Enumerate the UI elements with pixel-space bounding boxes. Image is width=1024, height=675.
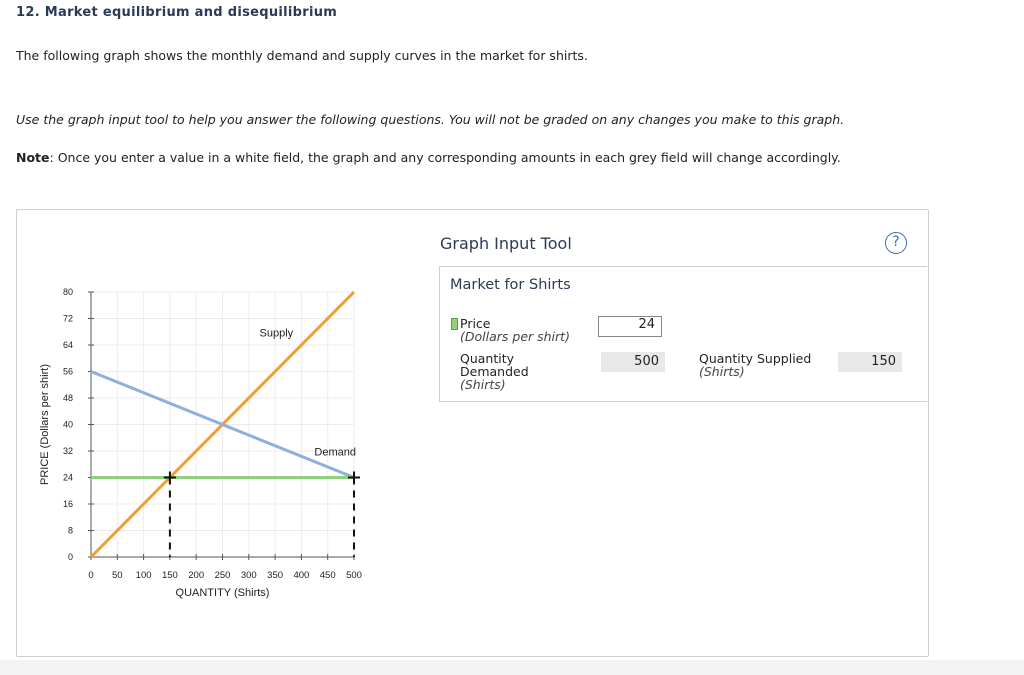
market-title: Market for Shirts (450, 277, 571, 293)
y-tick-label: 64 (62, 340, 73, 350)
x-tick-label: 100 (135, 570, 152, 581)
note-label: Note (16, 150, 50, 165)
x-tick-label: 400 (293, 570, 310, 581)
quantity-supplied-field: 150 (838, 352, 902, 372)
x-tick-label: 200 (188, 570, 205, 581)
qd-label-line1: Quantity (460, 351, 515, 366)
x-tick-label: 250 (214, 570, 231, 581)
x-tick-label: 50 (112, 570, 123, 581)
price-color-swatch-icon (451, 318, 458, 330)
qs-label: Quantity Supplied (699, 351, 812, 366)
y-tick-label: 56 (62, 366, 73, 377)
price-label: Price (460, 316, 491, 331)
question-circle-icon[interactable]: ? (885, 232, 907, 254)
intro-text: The following graph shows the monthly demand and supply curves in the market for shirts. (16, 48, 588, 63)
y-tick-label: 8 (67, 525, 73, 536)
y-tick-label: 32 (62, 446, 73, 456)
x-tick-label: 500 (346, 570, 362, 581)
instructions-text: Use the graph input tool to help you answer the following questions. You will not be graded on any changes you make to this graph. (16, 112, 845, 127)
y-axis-title: PRICE (Dollars per shirt) (39, 363, 51, 486)
y-tick-label: 40 (62, 419, 73, 430)
qd-unit: (Shirts) (460, 377, 506, 392)
page-title: 12. Market equilibrium and disequilibrium (16, 5, 338, 20)
price-input[interactable]: 24 (598, 316, 662, 337)
y-tick-label: 24 (62, 472, 73, 483)
bottom-bar (0, 660, 1024, 675)
x-axis-title: QUANTITY (Shirts) (175, 587, 270, 599)
x-tick-label: 150 (161, 570, 178, 581)
supply-label: Supply (259, 327, 294, 340)
note-body: : Once you enter a value in a white field, the graph and any corresponding amounts in each grey field will change accordingly. (49, 150, 841, 165)
qs-unit: (Shirts) (699, 364, 745, 379)
demand-label: Demand (314, 446, 356, 459)
y-tick-label: 72 (62, 313, 73, 324)
y-tick-label: 16 (62, 499, 73, 509)
quantity-demanded-field: 500 (601, 352, 665, 372)
price-unit: (Dollars per shirt) (460, 329, 570, 344)
y-tick-label: 0 (67, 552, 73, 562)
x-tick-label: 0 (88, 570, 94, 581)
qd-label-line2: Demanded (460, 364, 529, 379)
graph-input-tool-title: Graph Input Tool (440, 234, 572, 253)
x-tick-label: 450 (319, 570, 336, 581)
x-tick-label: 350 (267, 570, 284, 581)
y-tick-label: 80 (62, 287, 73, 297)
x-tick-label: 300 (240, 570, 257, 581)
y-tick-label: 48 (62, 393, 73, 403)
